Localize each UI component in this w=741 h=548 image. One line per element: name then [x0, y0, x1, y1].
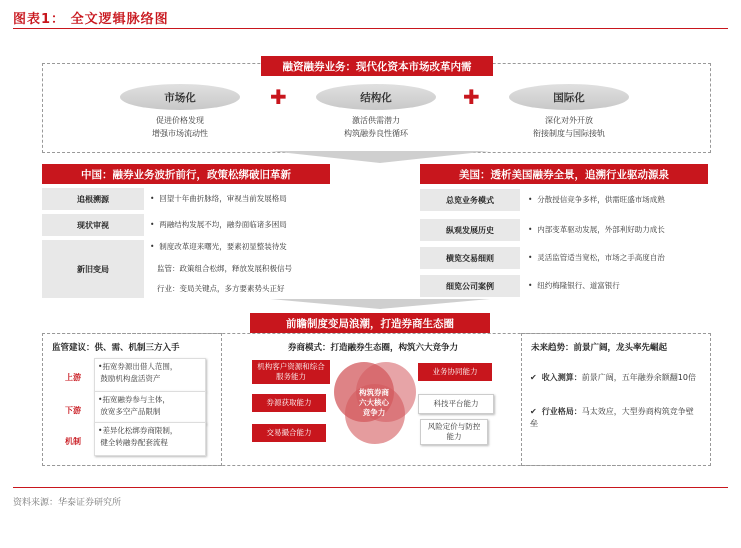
- us-label-3: 横览交易细则: [420, 247, 520, 269]
- ability-box-6: 风险定价与防控能力: [420, 419, 488, 445]
- trend-item-1: ✔ 收入测算：前景广阔，五年融券余额翻10倍: [530, 373, 696, 382]
- mechanism-box: •差异化松绑券商限制， 健全转融券配套流程: [94, 422, 206, 456]
- us-label-1: 总览业务模式: [420, 189, 520, 211]
- pillar-1-desc: 促进价格发现 增强市场流动性: [152, 116, 208, 138]
- bottom-banner: 前瞻制度变局浪潮，打造券商生态圈: [250, 313, 490, 333]
- down-chevron-icon: [270, 151, 490, 163]
- pillar-3-name: 国际化: [509, 84, 629, 110]
- us-label-2: 纵观发展历史: [420, 219, 520, 241]
- footer-divider: [13, 487, 728, 488]
- check-icon: ✔: [530, 407, 537, 416]
- us-label-4: 细览公司案例: [420, 275, 520, 297]
- china-item-2: • 两融结构发展不均，融券面临诸多困局: [150, 220, 287, 229]
- pillar-2-desc: 激活供需潜力 构筑融券良性循环: [344, 116, 408, 138]
- china-item-1: • 回望十年曲折脉络，审视当前发展格局: [150, 194, 287, 203]
- ability-box-2: 券源获取能力: [252, 394, 326, 412]
- us-item-4: • 纽约梅隆银行、道富银行: [528, 281, 620, 290]
- plus-icon: ✚: [463, 85, 480, 109]
- china-item-4: 监管：政策组合松绑，释放发展积极信号: [157, 264, 292, 273]
- china-banner: 中国：融券业务波折前行，政策松绑破旧革新: [42, 164, 330, 184]
- cat-mechanism: 机制: [65, 436, 81, 446]
- us-item-3: • 灵活监管适当宽松，市场之手高度自治: [528, 253, 665, 262]
- ability-box-3: 交易撮合能力: [252, 424, 326, 442]
- down-chevron-icon: [270, 299, 490, 309]
- cat-upstream: 上游: [65, 372, 81, 382]
- china-label-2: 现状审视: [42, 214, 144, 236]
- cat-downstream: 下游: [65, 405, 81, 415]
- trend-item-2: ✔ 行业格局：马太效应，大型券商构筑竞争壁垒: [530, 407, 694, 428]
- china-label-3: 新旧变局: [42, 240, 144, 298]
- pillar-3-desc: 深化对外开放 衔接制度与国际接轨: [533, 116, 605, 138]
- source-note: 资料来源：华泰证券研究所: [13, 498, 122, 508]
- top-banner: 融资融券业务：现代化资本市场改革内需: [261, 56, 493, 76]
- china-label-1: 追根溯源: [42, 188, 144, 210]
- bottom-mid-title: 券商模式：打造融券生态圈，构筑六大竞争力: [287, 343, 458, 353]
- pillar-2-name: 结构化: [316, 84, 436, 110]
- pillar-1-name: 市场化: [120, 84, 240, 110]
- plus-icon: ✚: [270, 85, 287, 109]
- ability-box-4: 业务协同能力: [418, 363, 492, 381]
- upstream-box: •拓宽券源出借人范围， 鼓励机构盘活资产: [94, 358, 206, 392]
- figure-title: 图表1： 全文逻辑脉络图: [13, 12, 169, 27]
- us-banner: 美国：透析美国融券全景，追溯行业驱动源泉: [420, 164, 708, 184]
- ability-box-1: 机构客户资源和综合服务能力: [252, 360, 330, 384]
- china-item-3: • 制度改革迎来曙光，要素初显整装待发: [150, 242, 287, 251]
- bottom-right-title: 未来趋势：前景广阔，龙头率先崛起: [531, 343, 668, 353]
- us-item-2: • 内部变革驱动发展，外部利好助力成长: [528, 225, 665, 234]
- downstream-box: •拓宽融券参与主体， 放宽多空产品限制: [94, 391, 206, 425]
- us-item-1: • 分散授信竞争多样，供需旺盛市场成熟: [528, 195, 665, 204]
- china-item-5: 行业：变局关键点，多方要素势头正好: [157, 284, 285, 293]
- venn-center-label: 构筑券商 六大核心 竞争力: [359, 388, 389, 417]
- check-icon: ✔: [530, 373, 537, 382]
- header-divider: [13, 28, 728, 29]
- ability-box-5: 科技平台能力: [418, 394, 494, 414]
- bottom-left-title: 监管建议：供、需、机制三方入手: [52, 343, 180, 353]
